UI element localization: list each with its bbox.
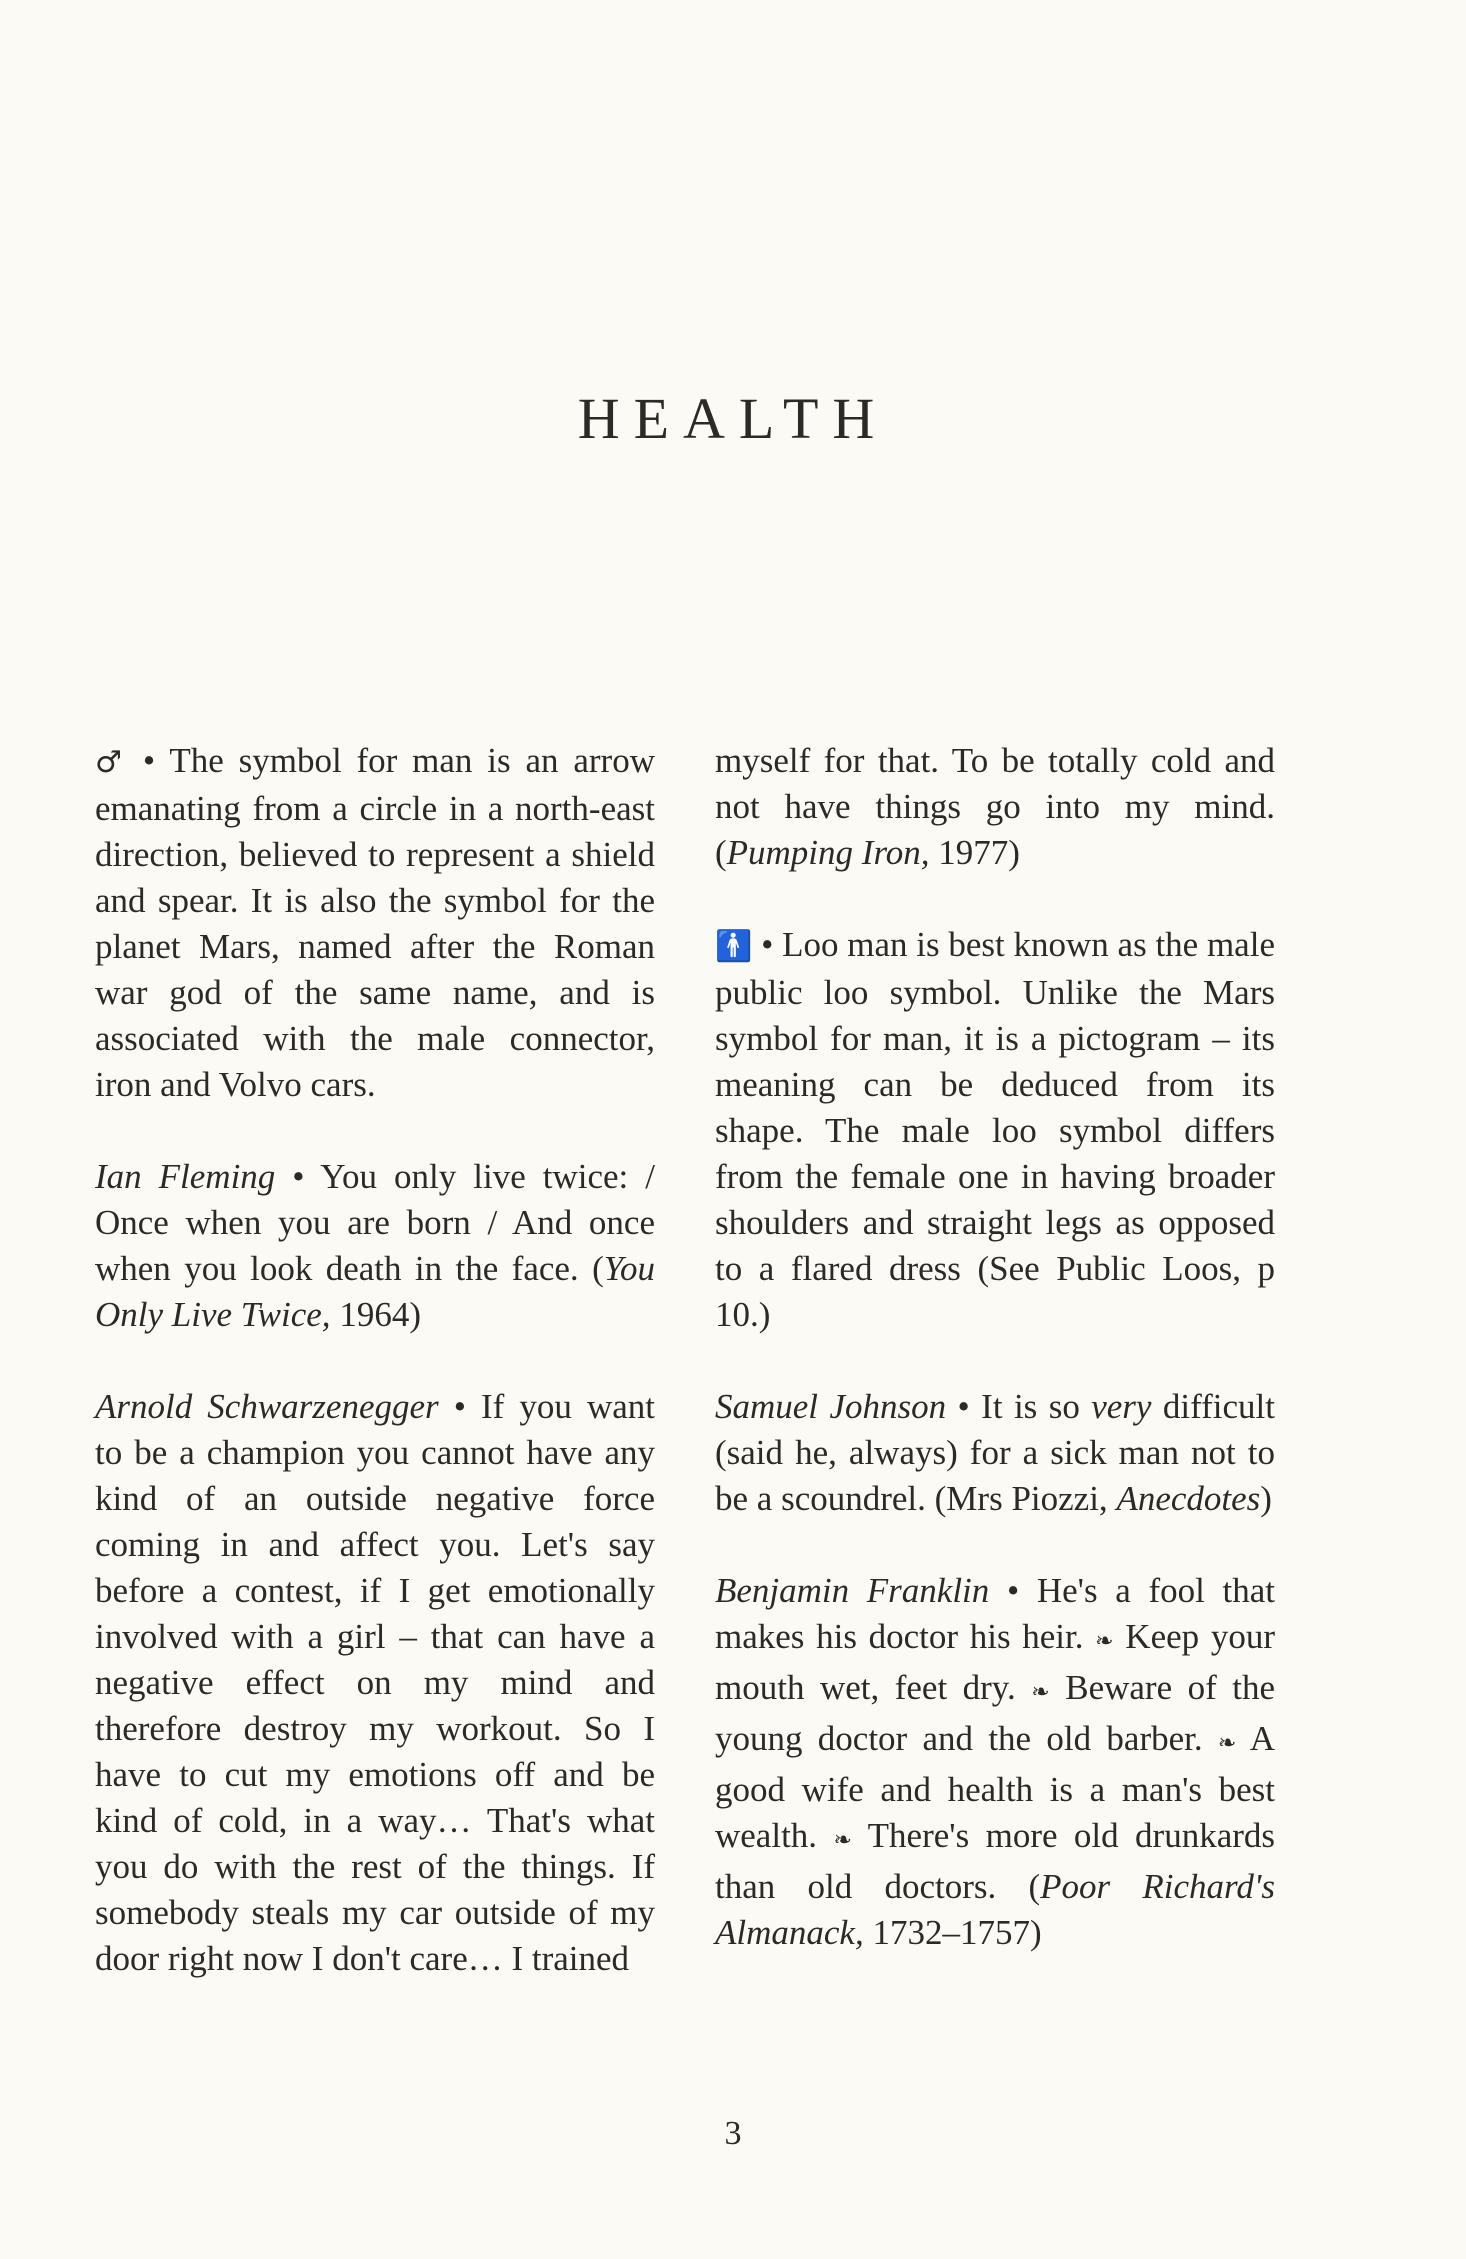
right-column [715,738,1275,2002]
author-name: Samuel Johnson [715,1387,947,1426]
quote-text: A good wife and health is a man's best wealth. [715,1719,1275,1855]
source-title: You Only Live Twice, [95,1249,655,1334]
entry-text: Loo man is best known as the male public loo symbol. Unlike the Mars symbol for man, it is a pictogram – its meaning can be deduced from its shape. The male loo symbol differs from the female one in having broader shoulders and straight legs as opposed to a flared dress (See Public Loos, p 10.) [715,925,1275,1334]
separator: • [275,1157,321,1196]
chapter-title: HEALTH [577,386,889,451]
entry-text: The symbol for man is an arrow emanating from a circle in a north-east direction, believed to represent a shield and spear. It is also the symbol for the planet Mars, named after the Roman war god of the same name, and is associated with the male connector, iron and Volvo cars. [95,741,655,1104]
fleuron-icon: ❧ [1095,1629,1114,1654]
emphasis: very [1091,1387,1152,1426]
separator: • [989,1571,1037,1610]
loo-symbol-entry [715,922,1275,1338]
source-title: Anecdotes [1116,1479,1261,1518]
quote-text: Keep your mouth wet, feet dry. [715,1617,1275,1707]
male-loo-icon: 🚹 [715,929,753,964]
author-name: Ian Fleming [95,1157,276,1196]
fleming-entry [95,1154,655,1338]
left-column [95,738,655,2028]
quote-text: Beware of the young doctor and the old barber. [715,1668,1276,1758]
fleuron-icon: ❧ [1217,1731,1237,1756]
source-title: Poor Richard's Almanack, [715,1867,1275,1952]
source-title: Pumping Iron, [726,833,930,872]
separator: • [438,1387,482,1426]
separator: • [128,741,170,780]
page-number: 3 [724,2115,742,2152]
quote-text: myself for that. To be totally cold and not have things go into my mind. ( [715,741,1275,872]
quote-text: If you want to be a champion you cannot have any kind of an outside negative force coming in and affect you. Let's say before a contest, if I get emotionally involved with a girl – that can have a negative effect on my mind and therefore destroy my workout. So I have to cut my emotions off and be kind of cold, in a way… That's what you do with the rest of the things. If somebody steals my car outside of my door right now I don't care… I trained [95,1387,655,1978]
schwarzenegger-continuation [715,738,1275,876]
quote-text: It is so [981,1387,1092,1426]
source-close: ) [1260,1479,1272,1518]
author-name: Benjamin Franklin [715,1571,990,1610]
johnson-entry [715,1384,1275,1522]
source-year: 1964) [330,1295,421,1334]
source-year: 1977) [929,833,1020,872]
separator: • [946,1387,982,1426]
franklin-entry [715,1568,1275,1956]
author-name: Arnold Schwarzenegger [95,1387,439,1426]
schwarzenegger-entry [95,1384,655,1982]
separator: • [752,925,783,964]
fleuron-icon: ❧ [833,1828,852,1853]
quote-text: You only live twice: / Once when you are born / And once when you look death in the face. ( [95,1157,655,1288]
mars-symbol-icon: ♂ [95,745,128,780]
source-year: 1732–1757) [863,1913,1042,1952]
quote-text: difficult (said he, always) for a sick man not to be a scoundrel. (Mrs Piozzi, [715,1387,1275,1518]
mars-symbol-entry [95,738,655,1108]
quote-text: He's a fool that makes his doctor his heir. [715,1571,1275,1656]
quote-text: There's more old drunkards than old doctors. ( [715,1816,1276,1906]
fleuron-icon: ❧ [1031,1680,1050,1705]
